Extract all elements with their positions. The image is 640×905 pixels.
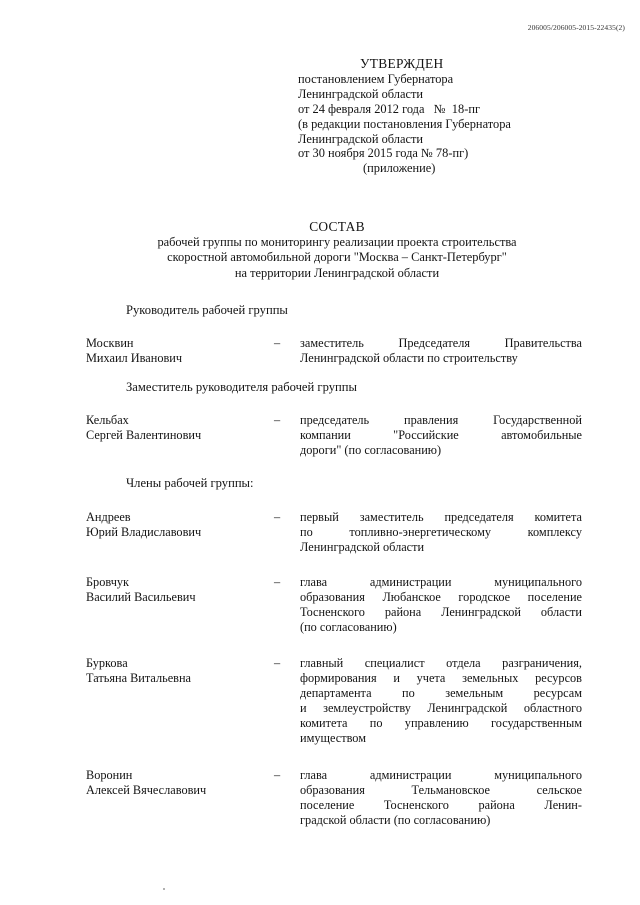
member-given-names: Василий Васильевич xyxy=(86,590,196,604)
approval-line: от 24 февраля 2012 года № 18-пг xyxy=(298,101,481,116)
role-line: Ленинградской области xyxy=(300,540,425,554)
member-surname: Кельбах xyxy=(86,413,129,427)
role-line: глава администрации муниципального xyxy=(300,575,582,589)
member-given-names: Сергей Валентинович xyxy=(86,428,202,442)
composition-title: СОСТАВ xyxy=(309,219,365,234)
approval-appendix: (приложение) xyxy=(363,161,436,176)
member-surname: Москвин xyxy=(86,336,134,350)
member-surname: Бровчук xyxy=(86,575,130,589)
role-line: комитета по управлению государственным xyxy=(300,716,582,730)
member-given-names: Михаил Иванович xyxy=(86,351,183,365)
role-line: Ленинградской области по строительству xyxy=(300,351,518,365)
member-surname: Андреев xyxy=(86,510,131,524)
member-surname: Буркова xyxy=(86,656,128,670)
role-line: имуществом xyxy=(300,731,366,745)
member-name xyxy=(86,768,266,798)
dash-separator: – xyxy=(274,575,281,589)
composition-line: рабочей группы по мониторингу реализации проекта строительства xyxy=(157,235,517,250)
approval-line: от 30 ноября 2015 года № 78-пг) xyxy=(298,146,469,161)
dash-separator: – xyxy=(274,656,281,670)
section-heading-head: Руководитель рабочей группы xyxy=(126,303,288,317)
member-role xyxy=(300,413,582,458)
member-role xyxy=(300,336,582,366)
role-line: и землеустройству Ленинградской областного xyxy=(300,701,582,715)
approval-line: постановлением Губернатора xyxy=(298,71,454,86)
member-given-names: Алексей Вячеславович xyxy=(86,783,207,797)
role-line: (по согласованию) xyxy=(300,620,397,634)
document-number: 206005/206005-2015-22435(2) xyxy=(527,23,625,32)
member-name xyxy=(86,510,266,540)
role-line: по топливно-энергетическому комплексу xyxy=(300,525,582,539)
dash-separator: – xyxy=(274,510,281,524)
member-name xyxy=(86,656,266,686)
role-line: градской области (по согласованию) xyxy=(300,813,491,827)
role-line: образования Любанское городское поселение xyxy=(300,590,582,604)
role-line: глава администрации муниципального xyxy=(300,768,582,782)
composition-heading xyxy=(100,219,574,281)
role-line: образования Тельмановское сельское xyxy=(300,783,582,797)
member-role xyxy=(300,768,582,828)
member-surname: Воронин xyxy=(86,768,133,782)
member-role xyxy=(300,575,582,635)
approval-line: (в редакции постановления Губернатора xyxy=(298,116,511,131)
dash-separator: – xyxy=(274,768,281,782)
section-heading-members: Члены рабочей группы: xyxy=(126,476,254,490)
role-line: поселение Тосненского района Ленин- xyxy=(300,798,582,812)
role-line: компании "Российские автомобильные xyxy=(300,428,582,442)
role-line: формирования и учета земельных ресурсов xyxy=(300,671,582,685)
member-name xyxy=(86,413,266,443)
member-name xyxy=(86,336,266,366)
approval-line: Ленинградской области xyxy=(298,86,424,101)
role-line: первый заместитель председателя комитета xyxy=(300,510,582,524)
composition-line: скоростной автомобильной дороги "Москва – Санкт-Петербург" xyxy=(167,250,507,265)
section-heading-deputy: Заместитель руководителя рабочей группы xyxy=(126,380,357,394)
member-given-names: Юрий Владиславович xyxy=(86,525,202,539)
role-line: дороги" (по согласованию) xyxy=(300,443,442,457)
role-line: заместитель Председателя Правительства xyxy=(300,336,582,350)
member-given-names: Татьяна Витальевна xyxy=(86,671,192,685)
approval-title: УТВЕРЖДЕН xyxy=(360,56,444,71)
role-line: председатель правления Государственной xyxy=(300,413,582,427)
member-name xyxy=(86,575,266,605)
role-line: департамента по земельным ресурсам xyxy=(300,686,582,700)
dash-separator: – xyxy=(274,336,281,350)
role-line: Тосненского района Ленинградской области xyxy=(300,605,582,619)
approval-block xyxy=(298,57,598,176)
approval-line: Ленинградской области xyxy=(298,131,424,146)
member-role xyxy=(300,510,582,555)
dash-separator: – xyxy=(274,413,281,427)
role-line: главный специалист отдела разграничения, xyxy=(300,656,582,670)
scan-speck xyxy=(163,888,165,890)
member-role xyxy=(300,656,582,746)
composition-line: на территории Ленинградской области xyxy=(234,265,440,280)
